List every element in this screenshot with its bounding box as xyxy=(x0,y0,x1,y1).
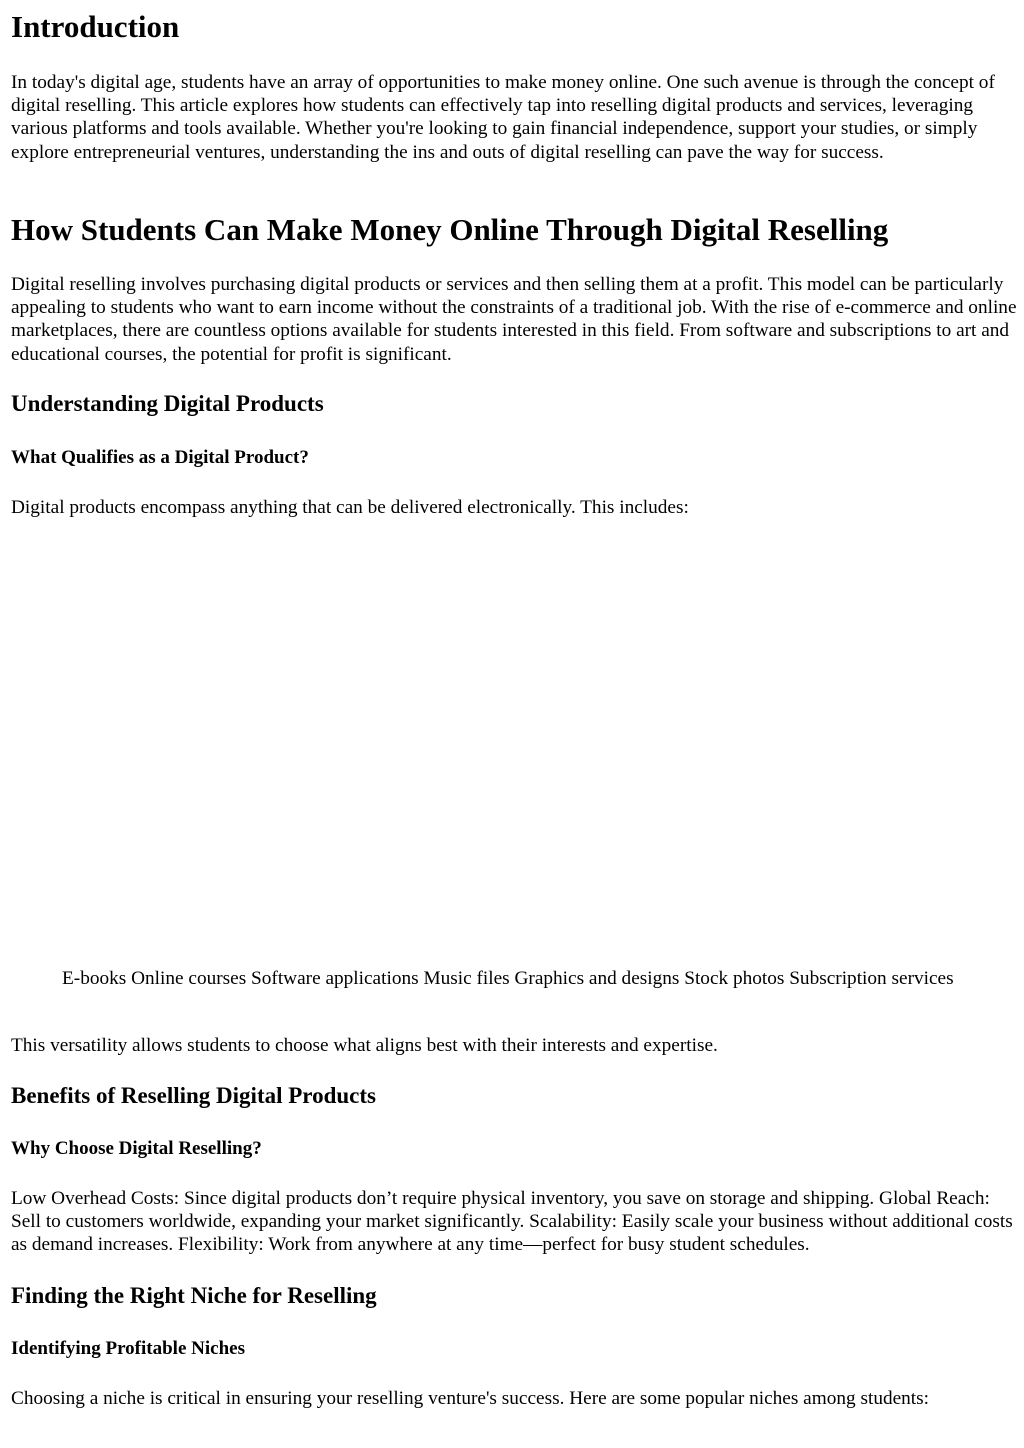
heading-understanding: Understanding Digital Products xyxy=(11,391,324,416)
niche-paragraph: Choosing a niche is critical in ensuring your reselling venture's success. Here are some popular niches among students: xyxy=(11,1388,930,1409)
heading-main: How Students Can Make Money Online Through Digital Reselling xyxy=(11,212,889,247)
versatility-paragraph: This versatility allows students to choose what aligns best with their interests and expertise. xyxy=(11,1035,718,1056)
heading-benefits: Benefits of Reselling Digital Products xyxy=(11,1083,376,1108)
heading-niche: Finding the Right Niche for Reselling xyxy=(11,1283,377,1308)
blank-media-area xyxy=(11,530,1011,960)
subheading-what-qualifies: What Qualifies as a Digital Product? xyxy=(11,447,309,468)
subheading-identifying-niches: Identifying Profitable Niches xyxy=(11,1338,245,1359)
understanding-paragraph: Digital products encompass anything that can be delivered electronically. This includes: xyxy=(11,497,689,518)
heading-introduction: Introduction xyxy=(11,9,180,44)
digital-products-list: E-books Online courses Software applications Music files Graphics and designs Stock photos Subscription services xyxy=(62,968,954,989)
intro-paragraph: In today's digital age, students have an array of opportunities to make money online. One such avenue is through the concept of digital reselling. This article explores how students can effectively tap into reselling digital products and services, leveraging various platforms and tools available. Whether you're looking to gain financial independence, support your studies, or simply explore entrepreneurial ventures, understanding the ins and outs of digital reselling can pave the way for success. xyxy=(11,72,995,163)
subheading-why-choose: Why Choose Digital Reselling? xyxy=(11,1138,262,1159)
main-paragraph: Digital reselling involves purchasing digital products or services and then selling them at a profit. This model can be particularly appealing to students who want to earn income without the constraints of a traditional job. With the rise of e-commerce and online marketplaces, there are countless options available for students interested in this field. From software and subscriptions to art and educational courses, the potential for profit is significant. xyxy=(11,274,1017,365)
benefits-paragraph: Low Overhead Costs: Since digital products don’t require physical inventory, you save on storage and shipping. Global Reach: Sell to customers worldwide, expanding your market significantly. Scalability: Easily scale your business without additional costs as demand increases. Flexibility: Work from anywhere at any time—perfect for busy student schedules. xyxy=(11,1188,1013,1256)
